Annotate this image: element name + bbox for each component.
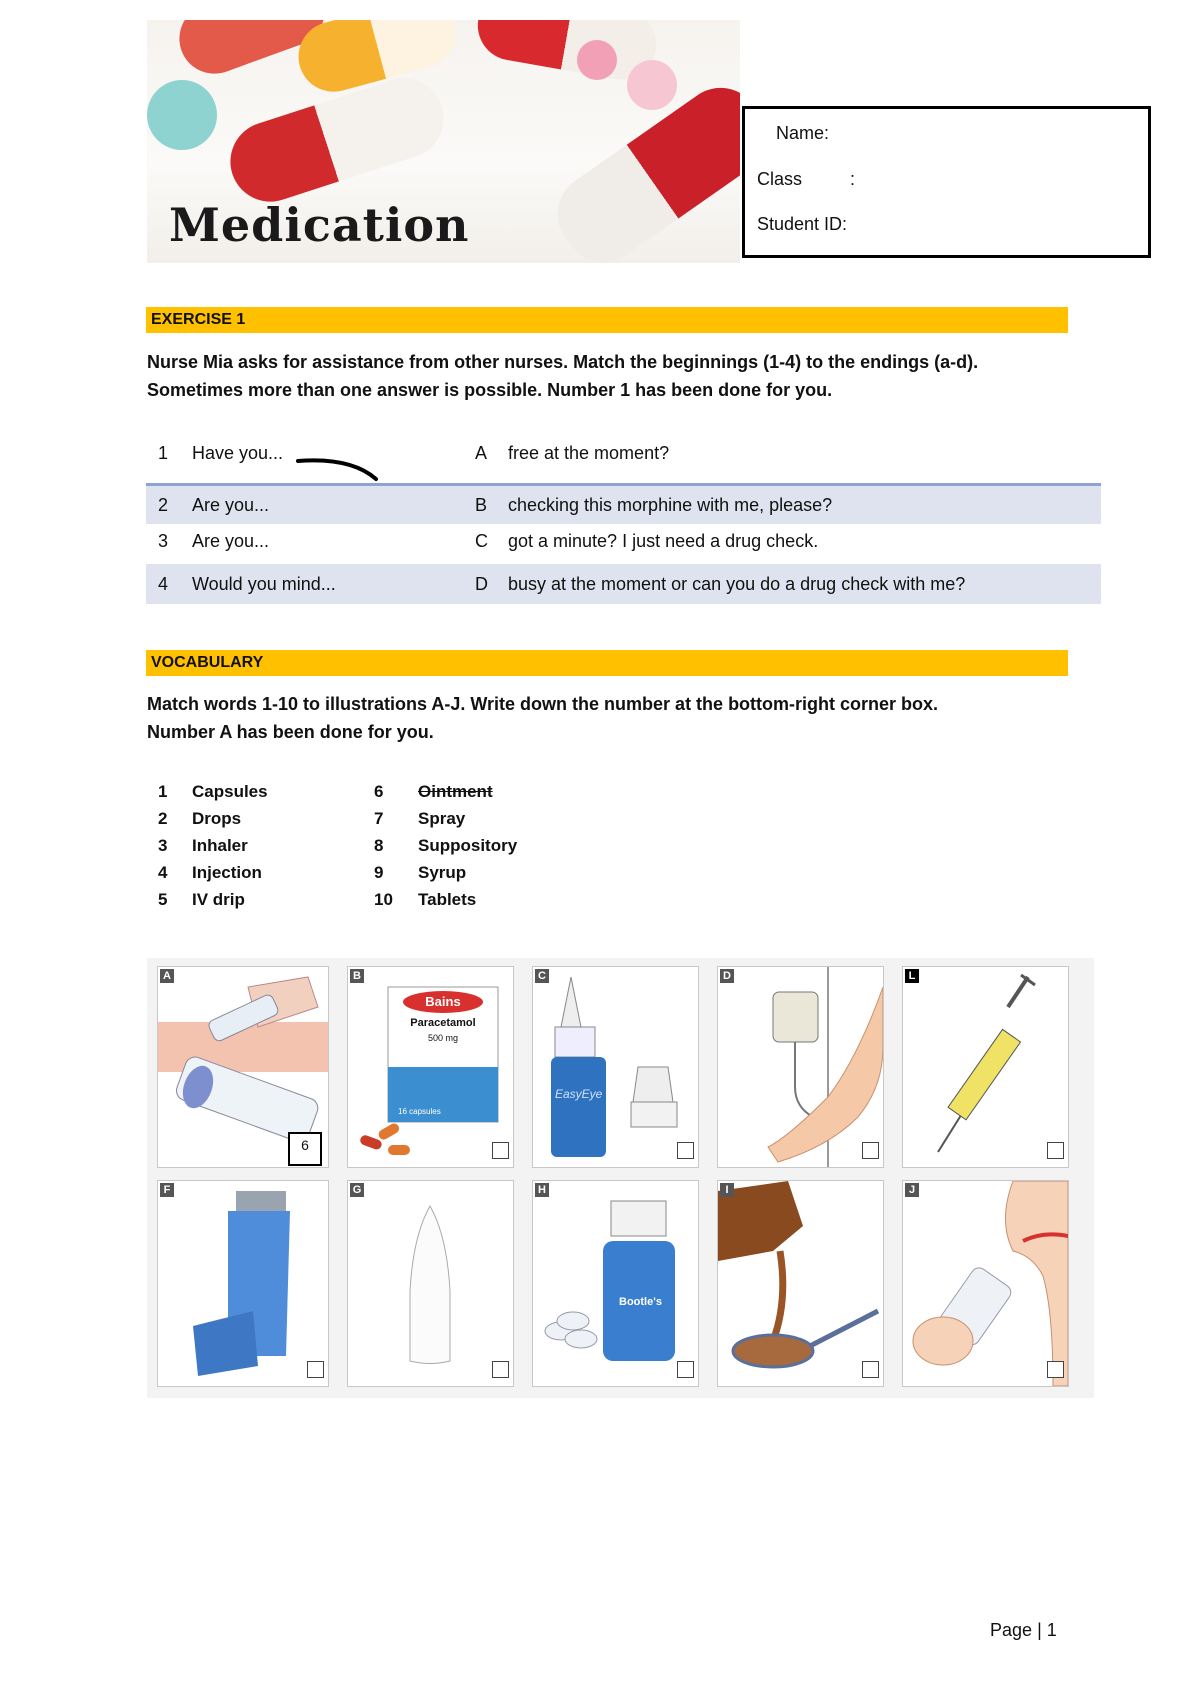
table-row (146, 486, 1101, 524)
answer-checkbox[interactable] (862, 1361, 879, 1378)
vocab-list-right (374, 778, 517, 913)
card-letter: B (350, 969, 364, 983)
vocabulary-instruction (147, 690, 1067, 746)
row-start: Are you... (192, 531, 270, 551)
row-start: Are you... (192, 495, 270, 515)
header-banner (147, 20, 740, 263)
student-id-label: Student ID: (757, 214, 848, 234)
iv-drip-icon (718, 967, 883, 1167)
list-item: 1 Capsules (158, 782, 268, 801)
row-end: checking this morphine with me, please? (508, 495, 833, 515)
class-label: Class (757, 169, 803, 189)
card-letter: A (160, 969, 174, 983)
instruction-line: Nurse Mia asks for assistance from other nurses. Match the beginnings (1-4) to the endings (a-d). (147, 352, 979, 372)
syringe-icon (903, 967, 1068, 1167)
suppository-icon (348, 1181, 513, 1386)
list-item: 5 IV drip (158, 890, 245, 909)
card-letter: J (905, 1183, 919, 1197)
list-item: 2 Drops (158, 809, 242, 828)
card-letter: L (905, 969, 919, 983)
card-letter: I (720, 1183, 734, 1197)
row-number: 3 (158, 531, 169, 551)
box-product: Paracetamol (410, 1017, 476, 1029)
card-letter: C (535, 969, 549, 983)
list-item: 8 Suppository (374, 836, 518, 855)
page-number: 1 (1046, 1620, 1057, 1640)
instruction-line: Sometimes more than one answer is possible. Number 1 has been done for you. (147, 380, 833, 400)
box-dose: 500 mg (427, 1033, 459, 1043)
page-label: Page (990, 1620, 1033, 1640)
answer-checkbox[interactable] (492, 1361, 509, 1378)
list-item: 9 Syrup (374, 863, 467, 882)
list-item: 3 Inhaler (158, 836, 248, 855)
answer-checkbox[interactable] (862, 1142, 879, 1159)
inhaler-icon (158, 1181, 328, 1386)
list-item: 6 Ointment (374, 782, 493, 801)
illustrations-panel (147, 958, 1094, 1398)
tablets-bottle-icon (533, 1181, 698, 1386)
pill-decoration (577, 40, 617, 80)
row-number: 1 (158, 443, 169, 463)
box-brand: Bains (425, 994, 461, 1009)
answer-checkbox[interactable] (492, 1142, 509, 1159)
student-info-box (742, 106, 1151, 258)
row-end: got a minute? I just need a drug check. (508, 531, 819, 551)
card-letter: F (160, 1183, 174, 1197)
banner-title: Medication (169, 198, 470, 252)
pill-decoration (627, 60, 677, 110)
answer-box[interactable]: 6 (288, 1132, 322, 1166)
answer-checkbox[interactable] (307, 1361, 324, 1378)
card-letter: G (350, 1183, 364, 1197)
answer-checkbox[interactable] (677, 1142, 694, 1159)
answer-checkbox[interactable] (1047, 1142, 1064, 1159)
answer-checkbox[interactable] (1047, 1361, 1064, 1378)
table-row (146, 564, 1101, 604)
row-letter: A (475, 443, 488, 463)
instruction-line: Match words 1-10 to illustrations A-J. Write down the number at the bottom-right corner box. (147, 694, 939, 714)
card-b (347, 966, 514, 1168)
card-d (717, 966, 884, 1168)
row-start: Would you mind... (192, 574, 336, 594)
eye-drops-icon (533, 967, 698, 1167)
card-letter: D (720, 969, 734, 983)
page-separator: | (1037, 1620, 1042, 1640)
row-end: free at the moment? (508, 443, 670, 463)
row-letter: C (475, 531, 488, 551)
nasal-spray-icon (903, 1181, 1068, 1386)
bottle-brand: Bootle's (619, 1296, 662, 1308)
table-row (146, 443, 1101, 483)
card-f (157, 1180, 329, 1387)
list-item: 7 Spray (374, 809, 466, 828)
box-count: 16 capsules (398, 1107, 441, 1116)
exercise1-instruction (147, 348, 1067, 404)
answer-checkbox[interactable] (677, 1361, 694, 1378)
bottle-brand: EasyEye (555, 1087, 603, 1101)
row-number: 4 (158, 574, 169, 594)
instruction-line: Number A has been done for you. (147, 722, 434, 742)
row-start: Have you... (192, 443, 284, 463)
card-j (902, 1180, 1069, 1387)
card-h (532, 1180, 699, 1387)
vocabulary-heading: VOCABULARY (146, 650, 1068, 676)
row-letter: B (475, 495, 488, 515)
row-number: 2 (158, 495, 169, 515)
class-colon: : (850, 169, 856, 189)
row-letter: D (475, 574, 488, 594)
card-e (902, 966, 1069, 1168)
match-line (296, 455, 386, 483)
card-letter: H (535, 1183, 549, 1197)
vocab-list-left (158, 778, 268, 913)
name-label: Name: (776, 123, 830, 143)
card-g (347, 1180, 514, 1387)
page-footer (990, 1620, 1057, 1641)
exercise1-heading: EXERCISE 1 (146, 307, 1068, 333)
table-row (146, 524, 1101, 564)
row-end: busy at the moment or can you do a drug check with me? (508, 574, 966, 594)
list-item: 10 Tablets (374, 890, 477, 909)
card-i (717, 1180, 884, 1387)
card-c (532, 966, 699, 1168)
syrup-spoon-icon (718, 1181, 883, 1386)
struck-word: Ointment (418, 782, 493, 801)
pill-decoration (147, 80, 217, 150)
card-a (157, 966, 329, 1168)
list-item: 4 Injection (158, 863, 262, 882)
